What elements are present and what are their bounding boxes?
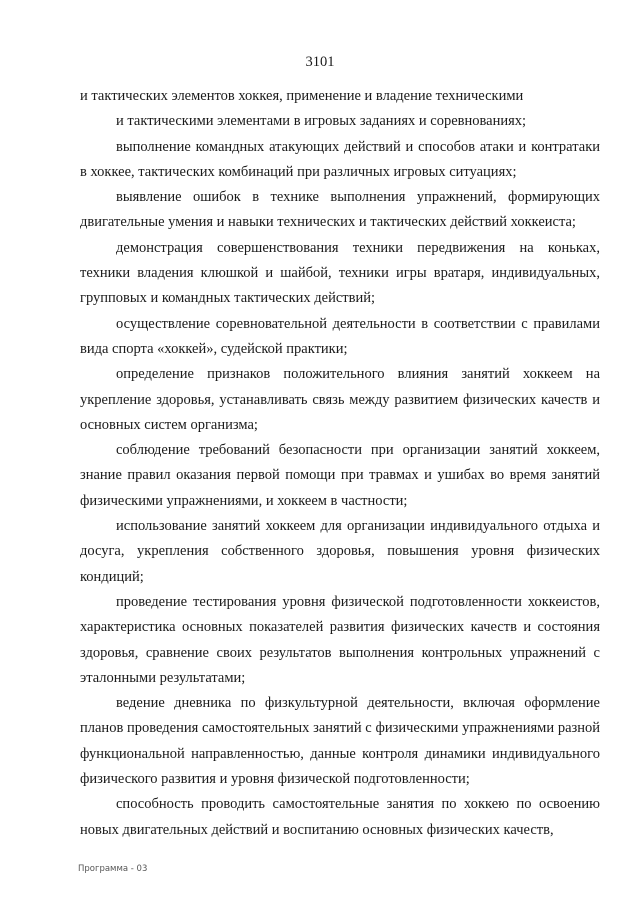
footer-note: Программа - 03 (78, 864, 148, 874)
paragraph-8: соблюдение требований безопасности при организации занятий хоккеем, знание правил оказания первой помощи при травмах и ушибах во время занятий физическими упражнениями, и хоккеем в частности; (80, 442, 600, 509)
paragraph-11: ведение дневника по физкультурной деятельности, включая оформление планов проведения самостоятельных занятий с физическими упражнениями разной функциональной направленностью, данные контроля динамики индивидуального физического развития и уровня физической подготовленности; (80, 695, 600, 788)
paragraph-6: осуществление соревновательной деятельности в соответствии с правилами вида спорта «хоккей», судейской практики; (80, 315, 600, 357)
page-number: 3101 (305, 54, 335, 70)
paragraph-2: и тактическими элементами в игровых заданиях и соревнованиях; (116, 113, 527, 130)
paragraph-4: выявление ошибок в технике выполнения упражнений, формирующих двигательные умения и навыки технических и тактических действий хоккеиста; (80, 189, 600, 231)
document-body (80, 84, 600, 843)
paragraph-9: использование занятий хоккеем для организации индивидуального отдыха и досуга, укрепления собственного здоровья, повышения уровня физических кондиций; (80, 518, 600, 585)
paragraph-12: способность проводить самостоятельные занятия по хоккею по освоению новых двигательных действий и воспитанию основных физических качеств, (80, 796, 600, 838)
paragraph-10: проведение тестирования уровня физической подготовленности хоккеистов, характеристика основных показателей развития физических качеств и состояния здоровья, сравнение своих результатов выполнения контрольных упражнений с эталонными результатами; (80, 593, 600, 686)
paragraph-1: и тактических элементов хоккея, применение и владение техническими (80, 88, 524, 104)
paragraph-5: демонстрация совершенствования техники передвижения на коньках, техники владения клюшкой и шайбой, техники игры вратаря, индивидуальных, групповых и командных тактических действий; (80, 239, 600, 307)
paragraph-3: выполнение командных атакующих действий и способов атаки и контратаки в хоккее, тактических комбинаций при различных игровых ситуациях; (80, 138, 600, 180)
paragraph-7: определение признаков положительного влияния занятий хоккеем на укрепление здоровья, устанавливать связь между развитием физических качеств и основных систем организма; (80, 366, 600, 433)
